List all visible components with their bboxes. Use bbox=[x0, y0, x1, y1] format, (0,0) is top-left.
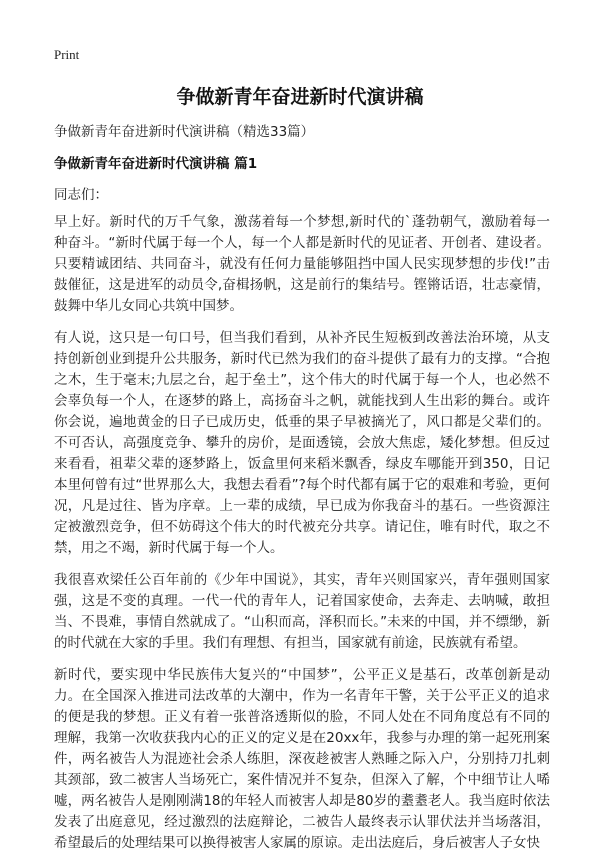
greeting-line: 同志们： bbox=[54, 187, 108, 203]
section-heading: 争做新青年奋进新时代演讲稿 篇1 bbox=[54, 156, 258, 172]
document-subtitle: 争做新青年奋进新时代演讲稿（精选33篇） bbox=[54, 124, 315, 140]
speech-body bbox=[54, 212, 550, 865]
body-paragraph-4: 新时代，要实现中华民族伟大复兴的“中国梦”，公平正义是基石，改革创新是动力。在全国深入推进司法改革的大潮中，作为一名青年干警，关于公平正义的追求的便是我的梦想。正义有着一张普洛透斯似的脸，不同人处在不同角度总有不同的理解，我第一次收获我内心的正义的定义是在20xx年，我参与办理的第一起死刑案件，两名被告人为混迹社会杀人练胆，深夜趁被害人熟睡之际入户，分别持刀扎刺其颈部，致二被害人当场死亡，案件情况并不复杂，但深入了解，个中细节让人唏嘘，两名被告人是刚刚满18的年轻人而被害人却是80岁的耋耋老人。我当庭时依法发表了出庭意见，经过激烈的法庭辩论，二被告人最终表示认罪伏法并当场落泪，希望最后的处理结果可以换得被害人家属的原谅。走出法庭后，身后被害人子女快 bbox=[54, 667, 550, 851]
body-paragraph-3: 我很喜欢梁任公百年前的《少年中国说》，其实，青年兴则国家兴，青年强则国家强，这是不变的真理。一代一代的青年人，记着国家使命，去奔走、去呐喊，敢担当、不畏难，事情自然就成了。“山积而高，泽积而长。”未来的中国，并不缥缈，新的时代就在大家的手里。我们有理想、有担当，国家就有前途，民族就有希望。 bbox=[54, 572, 550, 651]
page-title: 争做新青年奋进新时代演讲稿 bbox=[176, 86, 424, 108]
print-link[interactable]: Print bbox=[54, 47, 80, 62]
body-paragraph-1: 早上好。新时代的万千气象，激荡着每一个梦想,新时代的`蓬勃朝气，激励着每一种奋斗。“新时代属于每一个人，每一个人都是新时代的见证者、开创者、建设者。只要精诚团结、共同奋斗，就没有任何力量能够阻挡中国人民实现梦想的步伐!”击鼓催征，这是进军的动员令,奋楫扬帆，这是前行的集结号。铿锵话语，壮志豪情，鼓舞中华儿女同心共筑中国梦。 bbox=[54, 214, 550, 314]
body-paragraph-2: 有人说，这只是一句口号，但当我们看到，从补齐民生短板到改善法治环境，从支持创新创业到提升公共服务，新时代已然为我们的奋斗提供了最有力的支撑。“合抱之木，生于毫末;九层之台，起于垒土”，这个伟大的时代属于每一个人，也必然不会辜负每一个人，在逐梦的路上，高扬奋斗之帆，就能找到人生出彩的舞台。或许你会说，遍地黄金的日子已成历史，低垂的果子早被摘光了，风口都是父辈们的。不可否认，高强度竞争、攀升的房价，是面透镜，会放大焦虑，矮化梦想。但反过来看看，祖辈父辈的逐梦路上，饭盒里何来稻米飘香，绿皮车哪能开到350，日记本里何曾有过“世界那么大，我想去看看”?每个时代都有属于它的艰难和考验，更何况，凡是过往、皆为序章。上一辈的成绩，早已成为你我奋斗的基石。一些资源注定被激烈竞争，但不妨碍这个伟大的时代被充分共享。请记住，唯有时代，取之不禁，用之不竭，新时代属于每一个人。 bbox=[54, 330, 550, 556]
